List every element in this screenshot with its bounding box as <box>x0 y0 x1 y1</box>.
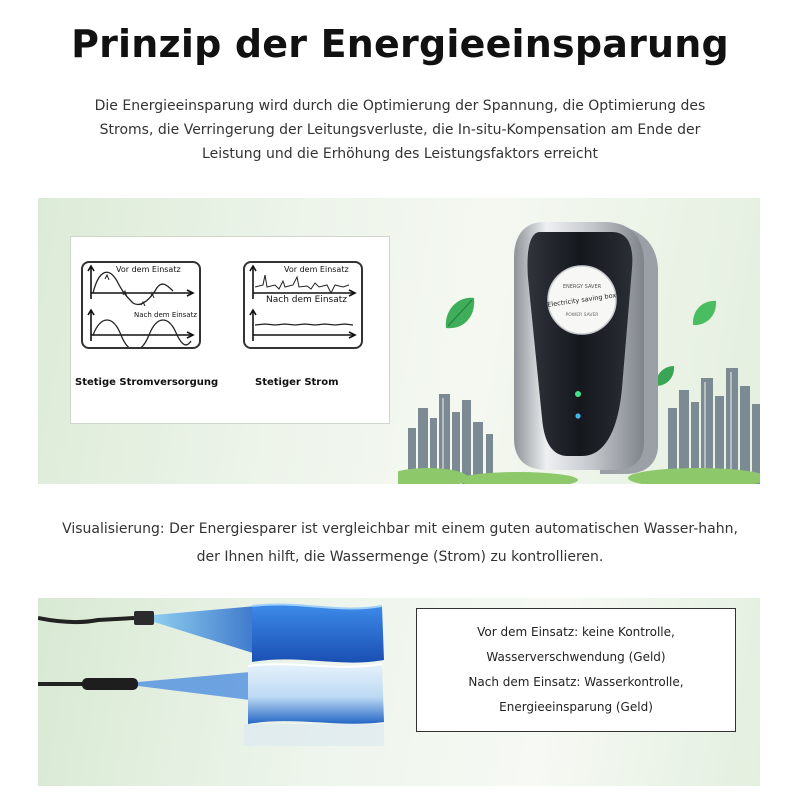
graph-caption: Stetiger Strom <box>255 377 339 388</box>
graph-bottom-label: Nach dem Einsatz <box>266 295 347 305</box>
note-line: Vor dem Einsatz: keine Kontrolle, <box>477 625 675 639</box>
voltage-waveform-chart <box>83 263 199 347</box>
water-hose-comparison-image <box>38 598 418 786</box>
current-graph <box>243 261 363 349</box>
svg-text:Electricity saving box: Electricity saving box <box>546 291 617 309</box>
energy-saver-illustration-panel <box>38 198 760 484</box>
note-line: Wasserverschwendung (Geld) <box>486 650 666 664</box>
graph-bottom-label: Nach dem Einsatz <box>134 311 197 319</box>
note-line: Energieeinsparung (Geld) <box>499 700 653 714</box>
voltage-graph <box>81 261 201 349</box>
waveform-comparison-card <box>70 236 390 424</box>
current-waveform-chart <box>245 263 361 347</box>
comparison-note-box <box>416 608 736 732</box>
note-line: Nach dem Einsatz: Wasserkontrolle, <box>468 675 684 689</box>
graph-top-label: Vor dem Einsatz <box>284 265 349 274</box>
energy-saver-device-image <box>504 218 664 476</box>
visualization-text: Visualisierung: Der Energiesparer ist vergleichbar mit einem guten automatischen Wasser-hahn, der Ihnen hilft, die Wassermenge (Strom) zu kontrollieren. <box>62 521 738 565</box>
leaf-icon <box>690 298 718 328</box>
intro-text: Die Energieeinsparung wird durch die Optimierung der Spannung, die Optimierung des Stroms, die Verringerung der Leitungsverluste, die In-situ-Kompensation am Ende der Leistung und die Erhöhung des Leistungsfaktors erreicht <box>94 98 706 162</box>
graph-caption: Stetige Stromversorgung <box>75 377 219 388</box>
graph-top-label: Vor dem Einsatz <box>116 265 181 274</box>
water-comparison-panel <box>38 598 760 786</box>
page-title: Prinzip der Energieeinsparung <box>71 22 729 66</box>
leaf-icon <box>442 294 478 332</box>
svg-text:POWER SAVER: POWER SAVER <box>565 313 599 318</box>
svg-text:ENERGY SAVER: ENERGY SAVER <box>562 284 602 290</box>
